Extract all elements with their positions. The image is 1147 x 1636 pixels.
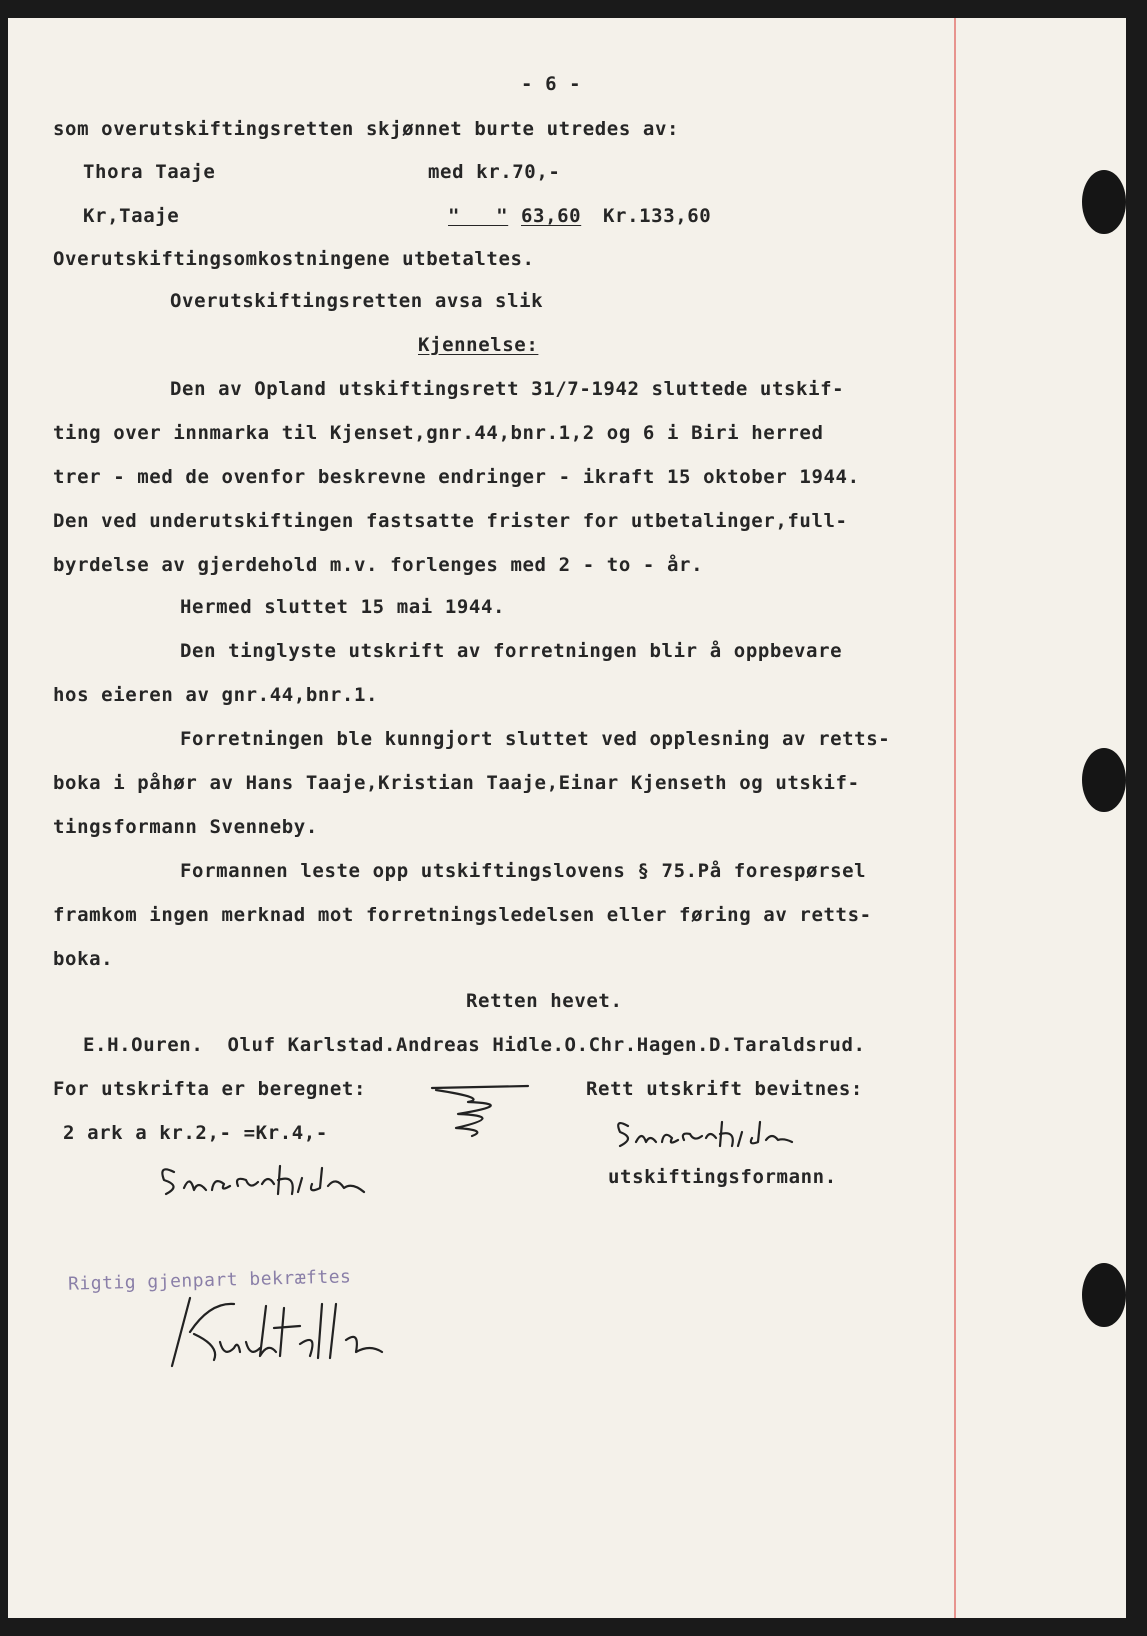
signature-certifier: [606, 1108, 856, 1158]
ruling-heading: Kjennelse:: [418, 334, 539, 356]
section-line: Formannen leste opp utskiftingslovens § 75.På forespørsel: [180, 860, 867, 882]
punch-hole-middle: [1082, 748, 1126, 812]
ended-line: Hermed sluttet 15 mai 1944.: [180, 596, 506, 618]
storage-line: Den tinglyste utskrift av forretningen blir å oppbevare: [180, 640, 843, 662]
document-page: [8, 18, 1126, 1618]
ruling-line: trer - med de ovenfor beskrevne endringer - ikraft 15 oktober 1944.: [53, 466, 860, 488]
cost-amount-1: med kr.70,-: [428, 161, 561, 183]
page-number: - 6 -: [521, 73, 582, 95]
fee-value: 2 ark a kr.2,- =Kr.4,-: [63, 1122, 328, 1144]
announce-line: Forretningen ble kunngjort sluttet ved opplesning av retts-: [180, 728, 891, 750]
court-adjourned: Retten hevet.: [466, 990, 623, 1012]
margin-line: [954, 18, 956, 1618]
costs-paid-line: Overutskiftingsomkostningene utbetaltes.: [53, 248, 535, 270]
certification-stamp: Rigtig gjenpart bekræftes: [67, 1266, 352, 1295]
announce-line: boka i påhør av Hans Taaje,Kristian Taaje,Einar Kjenseth og utskif-: [53, 772, 860, 794]
section-line: framkom ingen merknad mot forretningsledelsen eller føring av retts-: [53, 904, 872, 926]
flourish-mark: [428, 1080, 538, 1140]
cost-name-2: Kr,Taaje: [83, 205, 180, 227]
cost-name-1: Thora Taaje: [83, 161, 216, 183]
cost-amount-2: 63,60: [521, 205, 582, 227]
punch-hole-bottom: [1082, 1263, 1126, 1327]
section-line: boka.: [53, 948, 114, 970]
cost-ditto-2: " ": [448, 205, 509, 227]
signatories-line: E.H.Ouren. Oluf Karlstad.Andreas Hidle.O.Chr.Hagen.D.Taraldsrud.: [83, 1034, 866, 1056]
punch-hole-top: [1082, 170, 1126, 234]
ruling-line: Den av Opland utskiftingsrett 31/7-1942 sluttede utskif-: [170, 378, 845, 400]
fee-label: For utskrifta er beregnet:: [53, 1078, 367, 1100]
signature-stamp: [150, 1282, 420, 1382]
cost-total: Kr.133,60: [603, 205, 712, 227]
ruling-intro: Overutskiftingsretten avsa slik: [170, 290, 544, 312]
ruling-line: ting over innmarka til Kjenset,gnr.44,bnr.1,2 og 6 i Biri herred: [53, 422, 824, 444]
announce-line: tingsformann Svenneby.: [53, 816, 318, 838]
signature-fee: [150, 1152, 390, 1204]
intro-line: som overutskiftingsretten skjønnet burte utredes av:: [53, 118, 680, 140]
ruling-line: Den ved underutskiftingen fastsatte frister for utbetalinger,full-: [53, 510, 848, 532]
storage-line: hos eieren av gnr.44,bnr.1.: [53, 684, 379, 706]
certified-label: Rett utskrift bevitnes:: [586, 1078, 863, 1100]
ruling-line: byrdelse av gjerdehold m.v. forlenges med 2 - to - år.: [53, 554, 704, 576]
certifier-title: utskiftingsformann.: [608, 1166, 837, 1188]
